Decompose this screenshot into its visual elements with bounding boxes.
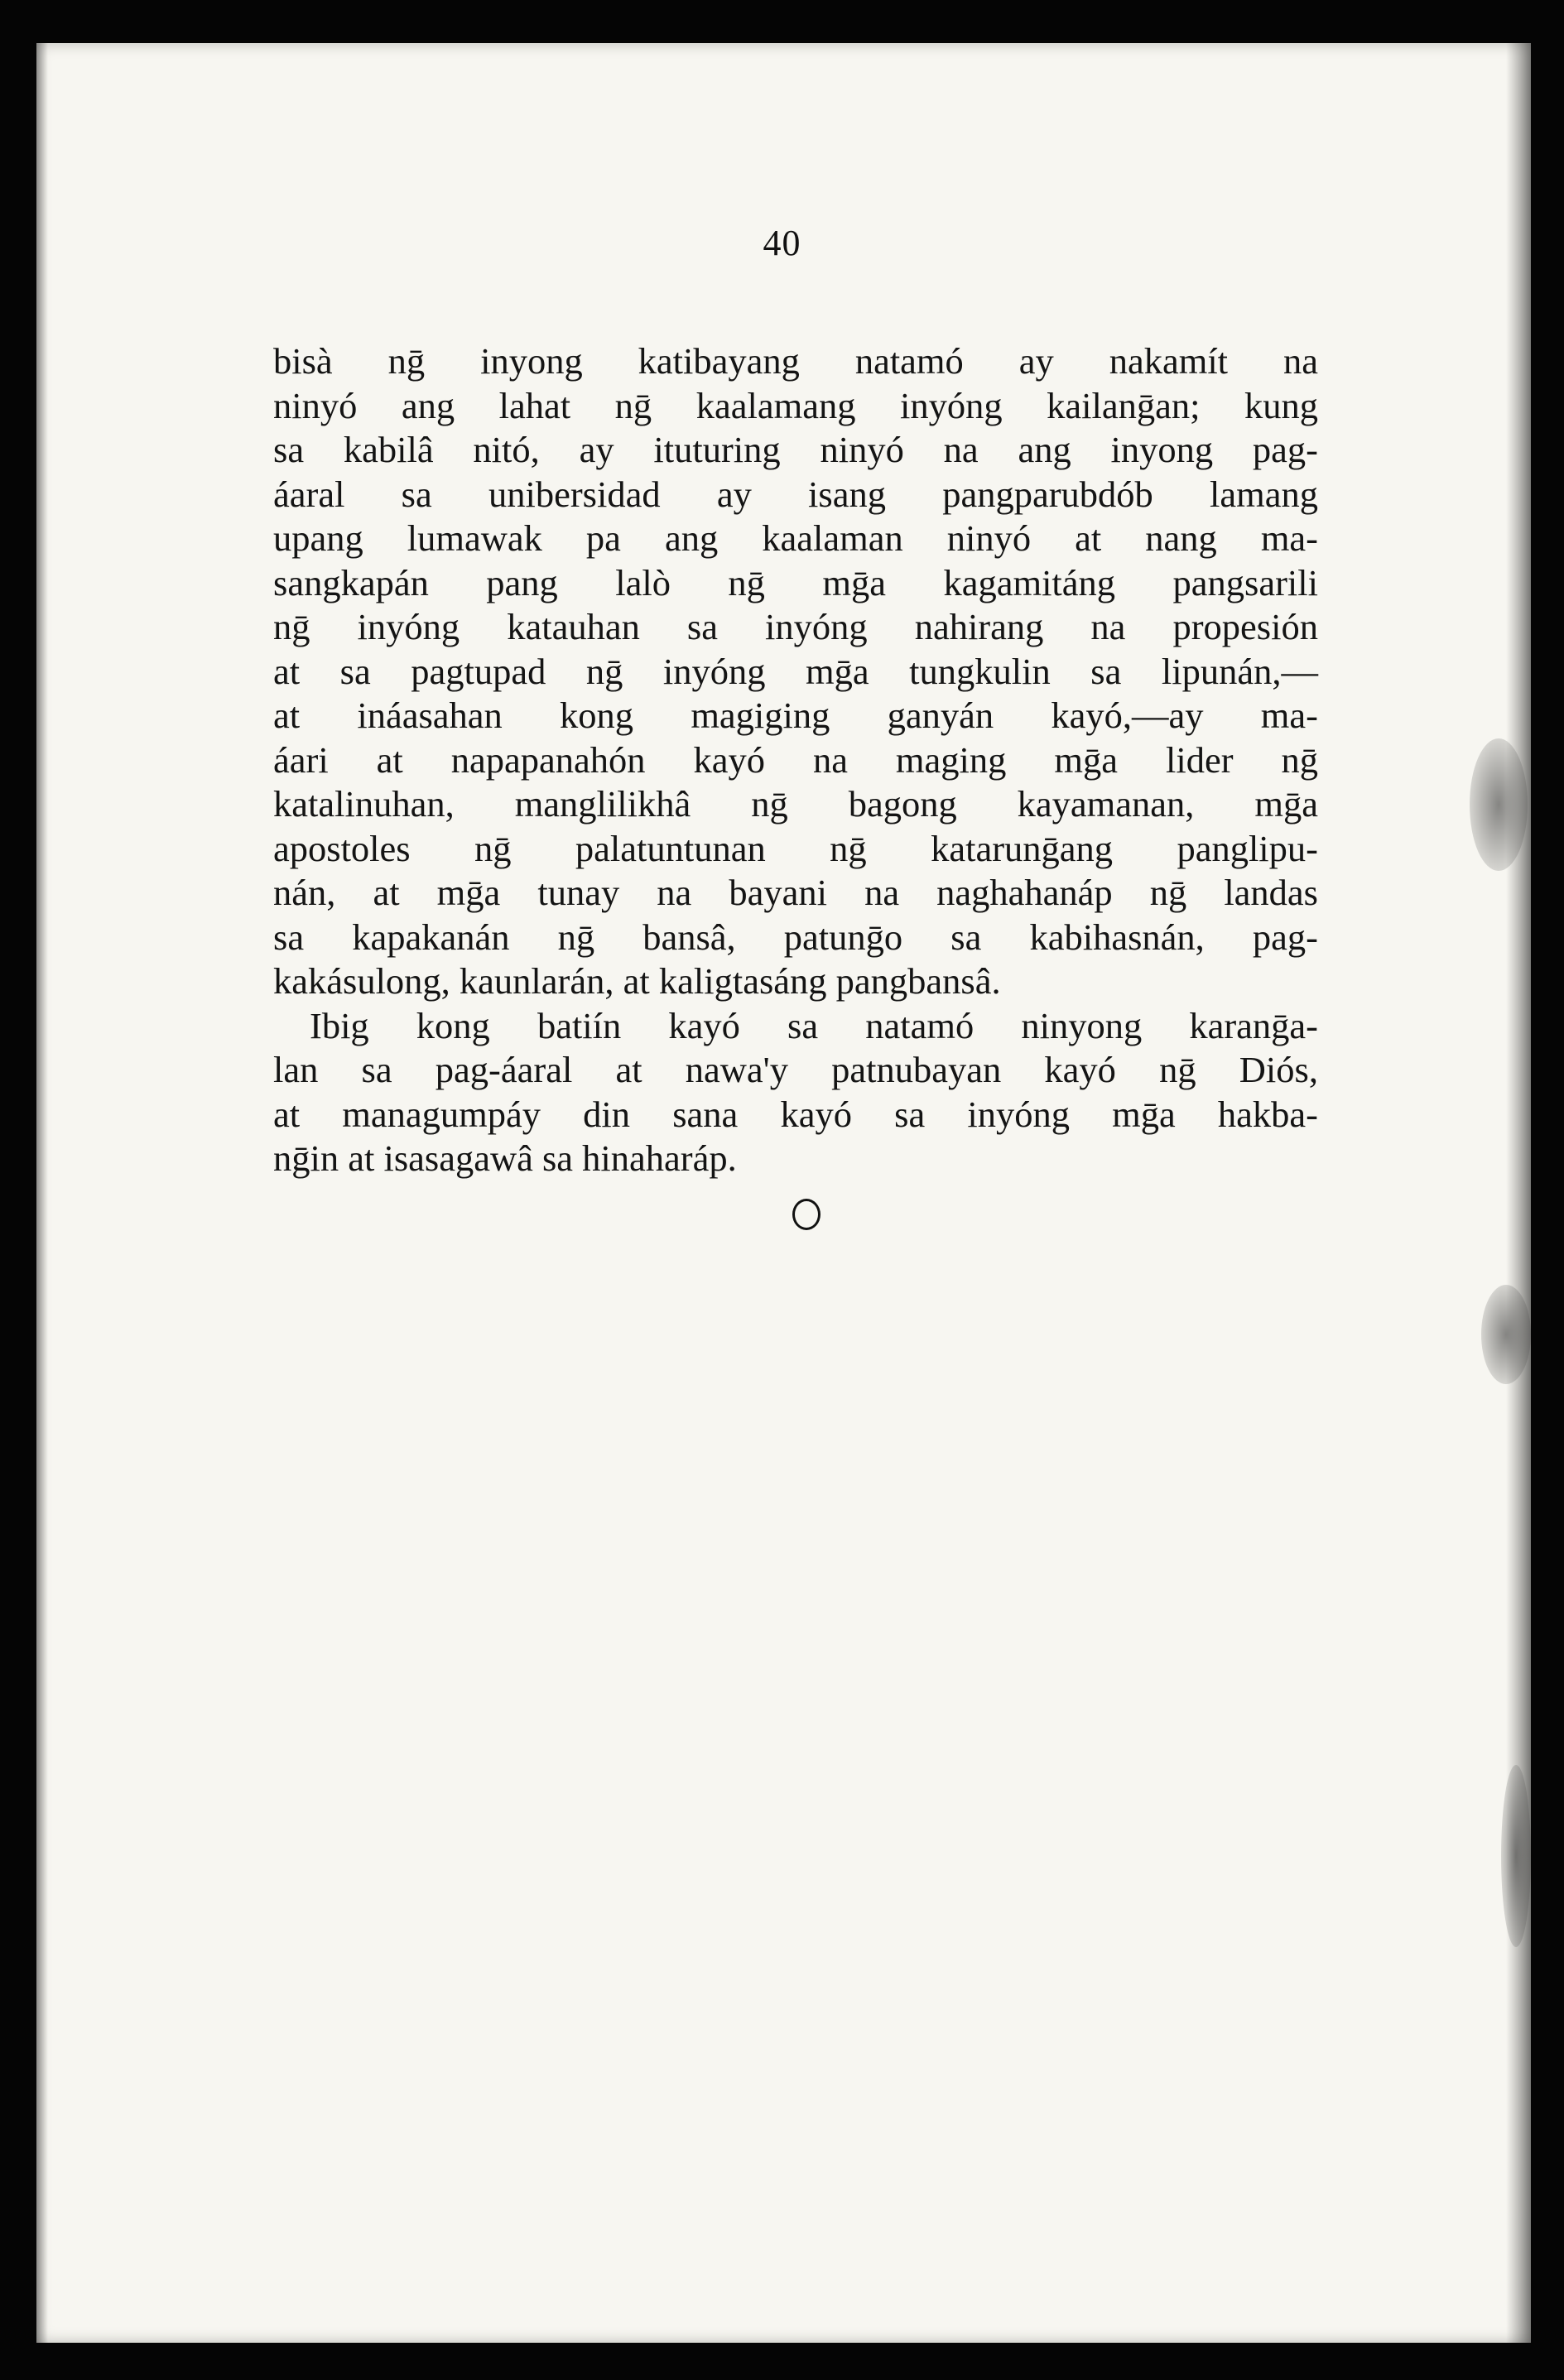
text-line: apostoles nḡ palatuntunan nḡ katarunḡang panglipu- [273, 827, 1318, 869]
text-line: sangkapán pang lalò nḡ mḡa kagamitáng pangsarili [273, 561, 1318, 603]
text-line: áari at napapanahón kayó na maging mḡa lider nḡ [273, 738, 1318, 781]
page-right-shadow [1506, 43, 1531, 2343]
text-line: ninyó ang lahat nḡ kaalamang inyóng kailanḡan; kung [273, 384, 1318, 426]
paragraph-1 [273, 339, 1318, 1004]
text-line: Ibig kong batiín kayó sa natamó ninyong karanḡa- [310, 1004, 1318, 1046]
text-line: nḡin at isasagawâ sa hinaharáp. [273, 1137, 737, 1179]
text-line: katalinuhan, manglilikhâ nḡ bagong kayamanan, mḡa [273, 783, 1318, 825]
text-line: at ináasahan kong magiging ganyán kayó,—ay ma- [273, 695, 1318, 736]
ink-smudge [1470, 738, 1528, 871]
text-line: nḡ inyóng katauhan sa inyóng nahirang na propesión [273, 606, 1318, 647]
text-line: nán, at mḡa tunay na bayani na naghahanáp nḡ landas [273, 872, 1318, 913]
text-line: sa kapakanán nḡ bansâ, patunḡo sa kabihasnán, pag- [273, 916, 1318, 958]
text-line: sa kabilâ nitó, ay ituturing ninyó na ang inyong pag- [273, 429, 1318, 470]
page-number: 40 [763, 223, 801, 263]
ink-smudge [1501, 1765, 1531, 1947]
circle-ornament-icon [792, 1199, 820, 1230]
body-text [273, 339, 1318, 1181]
text-line: kakásulong, kaunlarán, at kaligtasáng pangbansâ. [273, 960, 1001, 1002]
paragraph-2 [273, 1004, 1318, 1181]
page-left-shadow [36, 43, 48, 2343]
text-line: at sa pagtupad nḡ inyóng mḡa tungkulin sa lipunán,— [273, 650, 1318, 692]
text-line: upang lumawak pa ang kaalaman ninyó at nang ma- [273, 517, 1318, 559]
text-line: áaral sa unibersidad ay isang pangparubdób lamang [273, 473, 1318, 515]
text-line: at managumpáy din sana kayó sa inyóng mḡa hakba- [273, 1093, 1318, 1135]
text-line: bisà nḡ inyong katibayang natamó ay nakamít na [273, 340, 1318, 382]
text-line: lan sa pag-áaral at nawa'y patnubayan kayó nḡ Diós, [273, 1049, 1318, 1090]
ink-smudge [1481, 1285, 1531, 1384]
